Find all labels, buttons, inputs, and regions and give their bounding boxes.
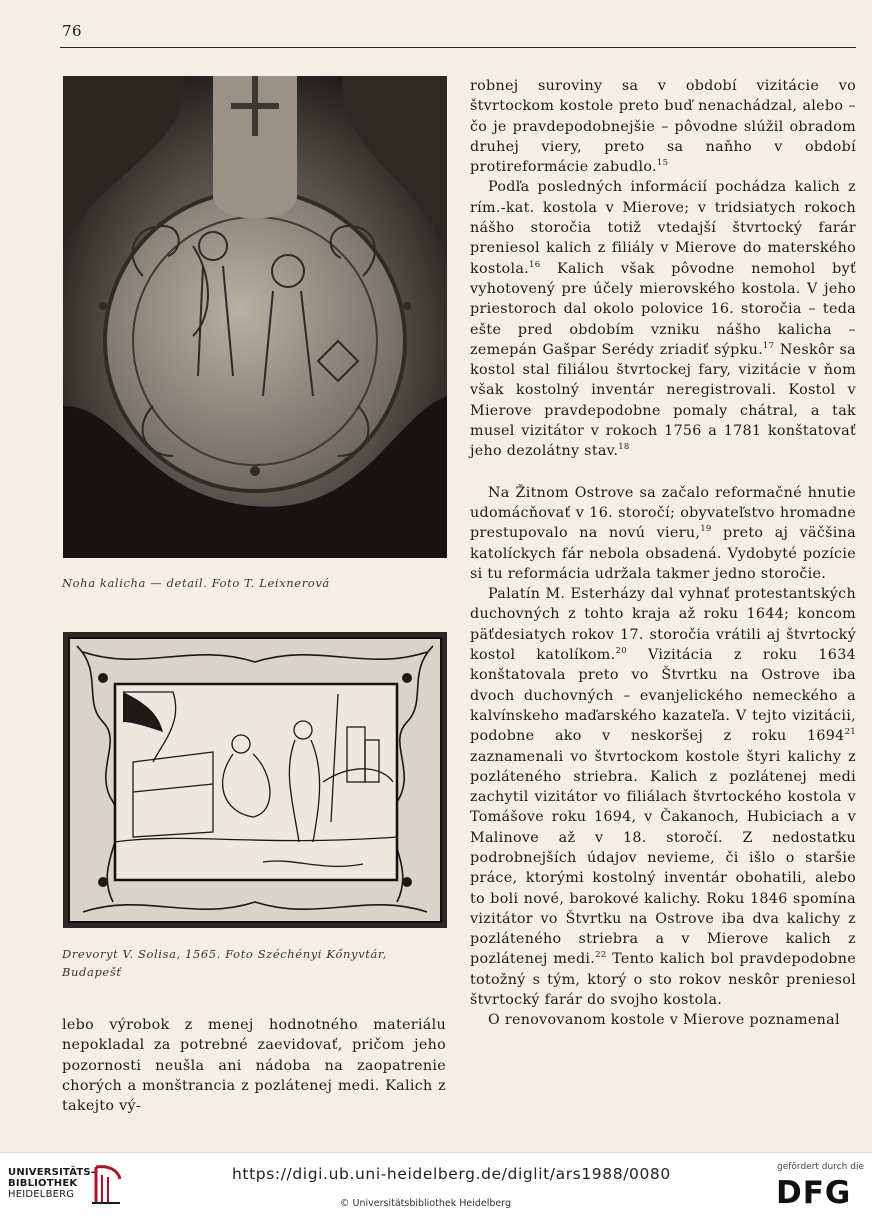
dfg-logo-text: DFG: [776, 1175, 852, 1207]
left-text-column: [62, 1015, 446, 1116]
paragraph-4: [470, 584, 856, 1010]
footnote-ref-16[interactable]: 16: [529, 259, 541, 270]
page-number: 76: [62, 22, 83, 40]
paragraph-1-text: robnej suroviny sa v období vizitácie vo štvrtockom kostole preto buď nenachádzal, alebo – čo je pravdepodobnejšie – pôvodne slúžil obradom druhej viery, preto sa naňho v období protireformácie zabudlo.: [470, 78, 856, 176]
footnote-ref-20[interactable]: 20: [615, 646, 627, 657]
library-name-line-2: BIBLIOTHEK: [8, 1178, 78, 1189]
paragraph-4-text-b: Vizitácia z roku 1634 konštatovala preto vo Štvrtku na Ostrove iba dvoch duchovných – evanjelického nemeckého a kalvínskeho maďarského kazateľa. V tejto vizitácii, podobne ako v neskoršej z roku 1694: [470, 647, 856, 745]
chalice-foot-photo: [63, 76, 447, 558]
paragraph-2-text-c: Neskôr sa kostol stal filiálou štvrtockej fary, vizitácie v ňom však kostolný inventár neregistrovali. Kostol v Mierove pravdepodobne pomaly chátral, a tak musel vizitátor v rokoch 1756 a 1781 konštatovať jeho dezolátny stav.: [470, 341, 856, 460]
funded-by-label: gefördert durch die: [777, 1162, 864, 1172]
library-name-line-3: HEIDELBERG: [8, 1189, 75, 1200]
paragraph-2-text-b: Kalich však pôvodne nemohol byť vyhotovený pre účely mierovského kostola. V jeho priestoroch dal okolo polovice 16. storočia – teda ešte pred obdobím vzniku nášho kalicha – zemepán Gašpar Serédy zriadiť sýpku.: [470, 260, 856, 358]
permalink-url[interactable]: https://digi.ub.uni-heidelberg.de/diglit/ars1988/0080: [232, 1165, 671, 1183]
paragraph-3: [470, 483, 856, 584]
left-paragraph: lebo výrobok z menej hodnotného materiálu nepokladal za potrebné zaevidovať, pričom jeho pozornosti neušla ani nádoba na zaopatrenie chorých a monštrancia z pozlátenej medi. Kalich z takejto vý-: [62, 1017, 446, 1115]
footnote-ref-19[interactable]: 19: [700, 524, 712, 535]
copyright-notice: © Universitätsbibliothek Heidelberg: [340, 1198, 512, 1209]
paragraph-3-text-b: preto aj väčšina katolíckych fár nebola obsadená. Vydobyté pozície si tu reformácia udržala takmer jedno storočie.: [470, 525, 856, 582]
footnote-ref-15[interactable]: 15: [656, 158, 669, 169]
paragraph-2: [470, 177, 856, 461]
figure-caption-2-line-2: Budapešť: [62, 965, 122, 979]
paragraph-4-text-a: Palatín M. Esterházy dal vyhnať protestantských duchovných z tohto kraja až roku 1644; koncom päťdesiatych rokov 17. storočia vrátili aj štvrtocký kostol katolíkom.: [470, 586, 856, 664]
footnote-ref-18[interactable]: 18: [618, 442, 630, 453]
figure-caption-1: Noha kalicha — detail. Foto T. Leixnerová: [62, 576, 330, 590]
header-rule: [60, 47, 856, 48]
paragraph-4-text-d: Tento kalich bol pravdepodobne totožný s tým, ktorý o sto rokov neskôr preniesol štvrtocký farár do svojho kostola.: [470, 951, 856, 1009]
paragraph-4-text-c: zaznamenali vo štvrtockom kostole štyri kalichy z pozláteného striebra. Kalich z pozlátenej medi zachytil vizitátor vo filiálach štvrtockého kostola v Tomášove roku 1694, v Čakanoch, Hubiciach a v Malinove až v 18. storočí. Z nedostatku podrobnejších údajov nevieme, či išlo o staršie práce, ktorými kostolný inventár obohatili, alebo to boli nové, barokové kalichy. Roku 1846 spomína vizitátor vo Štvrtku na Ostrove iba dva kalichy z pozláteného striebra a v Mierove kalich z pozlátenej medi.: [470, 748, 856, 968]
right-text-column: [470, 76, 856, 1031]
paragraph-2-text-a: Podľa posledných informácií pochádza kalich z rím.-kat. kostola v Mierove; v tridsiatych rokoch nášho storočia totiž vtedajší štvrtocký farár preniesol kalich z filiály v Mierove do materského kostola.: [470, 179, 856, 277]
library-name[interactable]: [8, 1167, 95, 1200]
dfg-logo-icon[interactable]: [776, 1175, 858, 1207]
footnote-ref-17[interactable]: 17: [762, 341, 775, 352]
figure-caption-2: [62, 945, 452, 981]
university-library-logo-icon[interactable]: [90, 1163, 124, 1209]
paragraph-5: O renovovanom kostole v Mierove poznamenal: [488, 1012, 840, 1029]
paragraph-1: [470, 76, 856, 177]
footer-bar: [0, 1152, 872, 1220]
library-name-line-1: UNIVERSITÄTS-: [8, 1167, 96, 1178]
figure-caption-2-line-1: Drevoryt V. Solisa, 1565. Foto Széchényi Kőnyvtár,: [62, 947, 388, 961]
woodcut-illustration: [63, 632, 447, 928]
paragraph-3-text-a: Na Žitnom Ostrove sa začalo reformačné hnutie udomácňovať v 16. storočí; obyvateľstvo hromadne prestupovalo na novú vieru,: [470, 484, 856, 542]
footnote-ref-21[interactable]: 21: [844, 727, 856, 738]
footnote-ref-22[interactable]: 22: [595, 950, 607, 961]
